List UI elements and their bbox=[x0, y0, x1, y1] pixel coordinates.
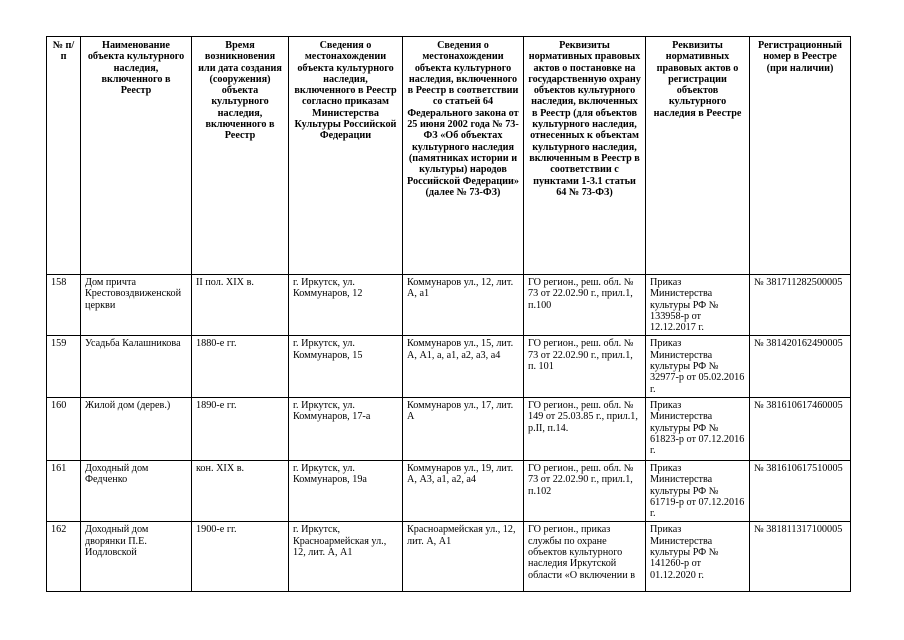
header-name: Наименование объекта культурного наследия, включенного в Реестр bbox=[81, 37, 192, 275]
cell-name: Доходный дом Федченко bbox=[81, 460, 192, 521]
cell-name: Дом причта Крестовоздвиженской церкви bbox=[81, 275, 192, 336]
cell-acts-protection bbox=[524, 522, 646, 592]
cell-name: Доходный дом дворянки П.Е. Иодловской bbox=[81, 522, 192, 592]
table-row bbox=[47, 336, 851, 397]
cell-number: 162 bbox=[47, 522, 81, 592]
heritage-register-table bbox=[46, 36, 851, 592]
header-acts-registration: Реквизиты нормативных правовых актов о регистрации объектов культурного наследия в Реестре bbox=[646, 37, 750, 275]
table-header-row bbox=[47, 37, 851, 275]
cell-acts-registration: Приказ Министерства культуры РФ № 32977-р от 05.02.2016 г. bbox=[646, 336, 750, 397]
cell-date: 1900-е гг. bbox=[192, 522, 289, 592]
cell-location-ministry: г. Иркутск, ул. Коммунаров, 15 bbox=[289, 336, 403, 397]
cell-location-ministry: г. Иркутск, ул. Коммунаров, 19а bbox=[289, 460, 403, 521]
header-location-ministry: Сведения о местонахождении объекта культурного наследия, включенного в Реестр согласно приказам Министерства Культуры Российской Федерации bbox=[289, 37, 403, 275]
cell-number: 159 bbox=[47, 336, 81, 397]
table-row bbox=[47, 522, 851, 592]
cell-acts-protection: ГО регион., реш. обл. № 73 от 22.02.90 г., прил.1, п.100 bbox=[524, 275, 646, 336]
cell-acts-protection: ГО регион., реш. обл. № 73 от 22.02.90 г., прил.1, п.102 bbox=[524, 460, 646, 521]
cell-acts-protection: ГО регион., реш. обл. № 73 от 22.02.90 г., прил.1, п. 101 bbox=[524, 336, 646, 397]
cell-location-article-64: Коммунаров ул., 12, лит. А, а1 bbox=[403, 275, 524, 336]
cell-acts-registration: Приказ Министерства культуры РФ № 61823-р от 07.12.2016 г. bbox=[646, 397, 750, 460]
cell-acts-protection-text: ГО регион., приказ службы по охране объектов культурного наследия Иркутской области «О включении в bbox=[528, 524, 636, 581]
cell-name: Усадьба Калашникова bbox=[81, 336, 192, 397]
cell-date: кон. XIX в. bbox=[192, 460, 289, 521]
cell-location-article-64: Коммунаров ул., 15, лит. А, А1, а, а1, а2, а3, а4 bbox=[403, 336, 524, 397]
cell-location-ministry: г. Иркутск, Красноармейская ул., 12, лит. А, А1 bbox=[289, 522, 403, 592]
table-row bbox=[47, 460, 851, 521]
cell-date: II пол. XIX в. bbox=[192, 275, 289, 336]
header-reg-number: Регистрационный номер в Реестре (при наличии) bbox=[750, 37, 851, 275]
header-location-article-64: Сведения о местонахождении объекта культурного наследия, включенного в Реестр в соответствии со статьей 64 Федерального закона от 25 июня 2002 года № 73-ФЗ «Об объектах культурного наследия (памятниках истории и культуры) народов Российской Федерации» (далее № 73-ФЗ) bbox=[403, 37, 524, 275]
cell-acts-protection: ГО регион., реш. обл. № 149 от 25.03.85 г., прил.1, р.II, п.14. bbox=[524, 397, 646, 460]
cell-date: 1880-е гг. bbox=[192, 336, 289, 397]
cell-number: 160 bbox=[47, 397, 81, 460]
cell-acts-registration bbox=[646, 522, 750, 592]
cell-reg-number: № 381610617460005 bbox=[750, 397, 851, 460]
cell-number: 161 bbox=[47, 460, 81, 521]
header-acts-protection: Реквизиты нормативных правовых актов о постановке на государственную охрану объектов культурного наследия, включенных в Реестр (для объектов культурного наследия, отнесенных к объектам культурного наследия, включенным в Реестр в соответствии с пунктами 1-3.1 статьи 64 № 73-ФЗ) bbox=[524, 37, 646, 275]
header-number: № п/п bbox=[47, 37, 81, 275]
cell-location-article-64: Коммунаров ул., 19, лит. А, А3, а1, а2, а4 bbox=[403, 460, 524, 521]
cell-date: 1890-е гг. bbox=[192, 397, 289, 460]
table-row bbox=[47, 397, 851, 460]
cell-name: Жилой дом (дерев.) bbox=[81, 397, 192, 460]
header-date: Время возникновения или дата создания (сооружения) объекта культурного наследия, включенного в Реестр bbox=[192, 37, 289, 275]
cell-reg-number: № 381811317100005 bbox=[750, 522, 851, 592]
cell-location-ministry: г. Иркутск, ул. Коммунаров, 12 bbox=[289, 275, 403, 336]
cell-location-article-64: Коммунаров ул., 17, лит. А bbox=[403, 397, 524, 460]
cell-reg-number: № 381420162490005 bbox=[750, 336, 851, 397]
table-row bbox=[47, 275, 851, 336]
cell-location-ministry: г. Иркутск, ул. Коммунаров, 17-а bbox=[289, 397, 403, 460]
cell-acts-registration: Приказ Министерства культуры РФ № 133958-р от 12.12.2017 г. bbox=[646, 275, 750, 336]
cell-location-article-64: Красноармейская ул., 12, лит. А, А1 bbox=[403, 522, 524, 592]
cell-acts-registration: Приказ Министерства культуры РФ № 61719-р от 07.12.2016 г. bbox=[646, 460, 750, 521]
cell-reg-number: № 381610617510005 bbox=[750, 460, 851, 521]
cell-reg-number: № 381711282500005 bbox=[750, 275, 851, 336]
cell-number: 158 bbox=[47, 275, 81, 336]
cell-acts-registration-text: Приказ Министерства культуры РФ № 141260-р от 01.12.2020 г. bbox=[650, 524, 719, 581]
